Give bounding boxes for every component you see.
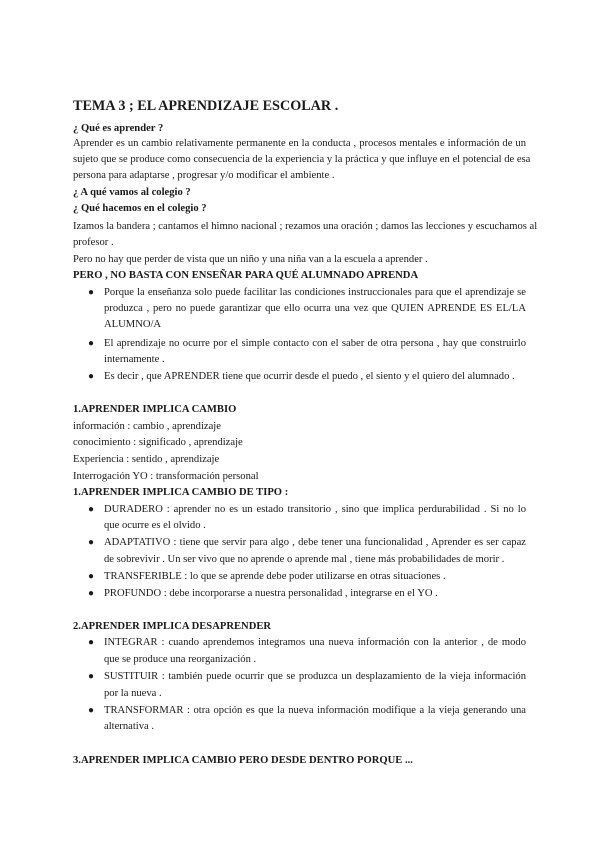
list-item-line: DURADERO : aprender no es un estado transitorio , sino que implica perdurabilidad . Si no lo — [104, 504, 526, 515]
list-item-line: SUSTITUIR : también puede ocurrir que se produzca un desplazamiento de la vieja información — [104, 671, 526, 682]
list-item-line: de sobrevivir . Un ser vivo que no aprende o aprende mal , tiene más probabilidades de morir . — [104, 554, 505, 565]
list-item-line: alternativa . — [104, 721, 154, 732]
bullet-icon: ● — [88, 637, 95, 648]
question-heading: ¿ Qué es aprender ? — [73, 123, 164, 134]
bullet-icon: ● — [88, 671, 95, 682]
bullet-icon: ● — [88, 588, 95, 599]
bullet-icon: ● — [88, 287, 95, 298]
paragraph-line: sujeto que se produce como consecuencia de la experiencia y la práctica y que influye en el potencial de esa — [73, 154, 531, 165]
paragraph-line: conocimiento : significado , aprendizaje — [73, 437, 243, 448]
section-heading: 1.APRENDER IMPLICA CAMBIO DE TIPO : — [73, 487, 289, 498]
list-item-line: Porque la enseñanza solo puede facilitar las condiciones instruccionales para que el aprendizaje se — [104, 287, 526, 298]
paragraph-line: Izamos la bandera ; cantamos el himno nacional ; rezamos una oración ; damos las lecciones y escuchamos al — [73, 221, 538, 232]
list-item-line: que ocurre es el olvido . — [104, 520, 206, 531]
list-item-line: produzca , pero no puede garantizar que ello ocurra una vez que QUIEN APRENDE ES EL/LA — [104, 303, 526, 314]
paragraph-line: profesor . — [73, 237, 114, 248]
list-item-line: TRANSFORMAR : otra opción es que la nueva información modifique a la vieja generando una — [104, 705, 526, 716]
bullet-icon: ● — [88, 504, 95, 515]
paragraph-line: persona para adaptarse , progresar y/o modificar el ambiente . — [73, 170, 335, 181]
question-heading: ¿ Qué hacemos en el colegio ? — [73, 203, 207, 214]
paragraph-line: Experiencia : sentido , aprendizaje — [73, 454, 220, 465]
list-item-line: PROFUNDO : debe incorporarse a nuestra personalidad , integrarse en el YO . — [104, 588, 438, 599]
section-heading: PERO , NO BASTA CON ENSEÑAR PARA QUÉ ALUMNADO APRENDA — [73, 270, 419, 281]
paragraph-line: Pero no hay que perder de vista que un niño y una niña van a la escuela a aprender . — [73, 254, 428, 265]
paragraph-line: Interrogación YO : transformación personal — [73, 471, 259, 482]
list-item-line: ALUMNO/A — [104, 319, 162, 330]
list-item-line: que se produce una reorganización . — [104, 654, 257, 665]
bullet-icon: ● — [88, 705, 95, 716]
page-title: TEMA 3 ; EL APRENDIZAJE ESCOLAR . — [73, 98, 339, 114]
bullet-icon: ● — [88, 571, 95, 582]
section-heading: 2.APRENDER IMPLICA DESAPRENDER — [73, 621, 272, 632]
question-heading: ¿ A qué vamos al colegio ? — [73, 187, 191, 198]
list-item-line: por la nueva . — [104, 688, 162, 699]
paragraph-line: información : cambio , aprendizaje — [73, 421, 221, 432]
list-item-line: internamente . — [104, 354, 165, 365]
list-item-line: El aprendizaje no ocurre por el simple contacto con el saber de otra persona , hay que construirlo — [104, 338, 526, 349]
list-item-line: TRANSFERIBLE : lo que se aprende debe poder utilizarse en otras situaciones . — [104, 571, 446, 582]
paragraph-line: Aprender es un cambio relativamente permanente en la conducta , procesos mentales e información de un — [73, 138, 526, 149]
list-item-line: Es decir , que APRENDER tiene que ocurrir desde el puedo , el siento y el quiero del alumnado . — [104, 371, 515, 382]
bullet-icon: ● — [88, 338, 95, 349]
section-heading: 3.APRENDER IMPLICA CAMBIO PERO DESDE DENTRO PORQUE ... — [73, 755, 413, 766]
bullet-icon: ● — [88, 537, 95, 548]
list-item-line: INTEGRAR : cuando aprendemos integramos una nueva información con la anterior , de modo — [104, 637, 526, 648]
bullet-icon: ● — [88, 371, 95, 382]
list-item-line: ADAPTATIVO : tiene que servir para algo , debe tener una funcionalidad , Aprender es ser capaz — [104, 537, 526, 548]
section-heading: 1.APRENDER IMPLICA CAMBIO — [73, 404, 237, 415]
